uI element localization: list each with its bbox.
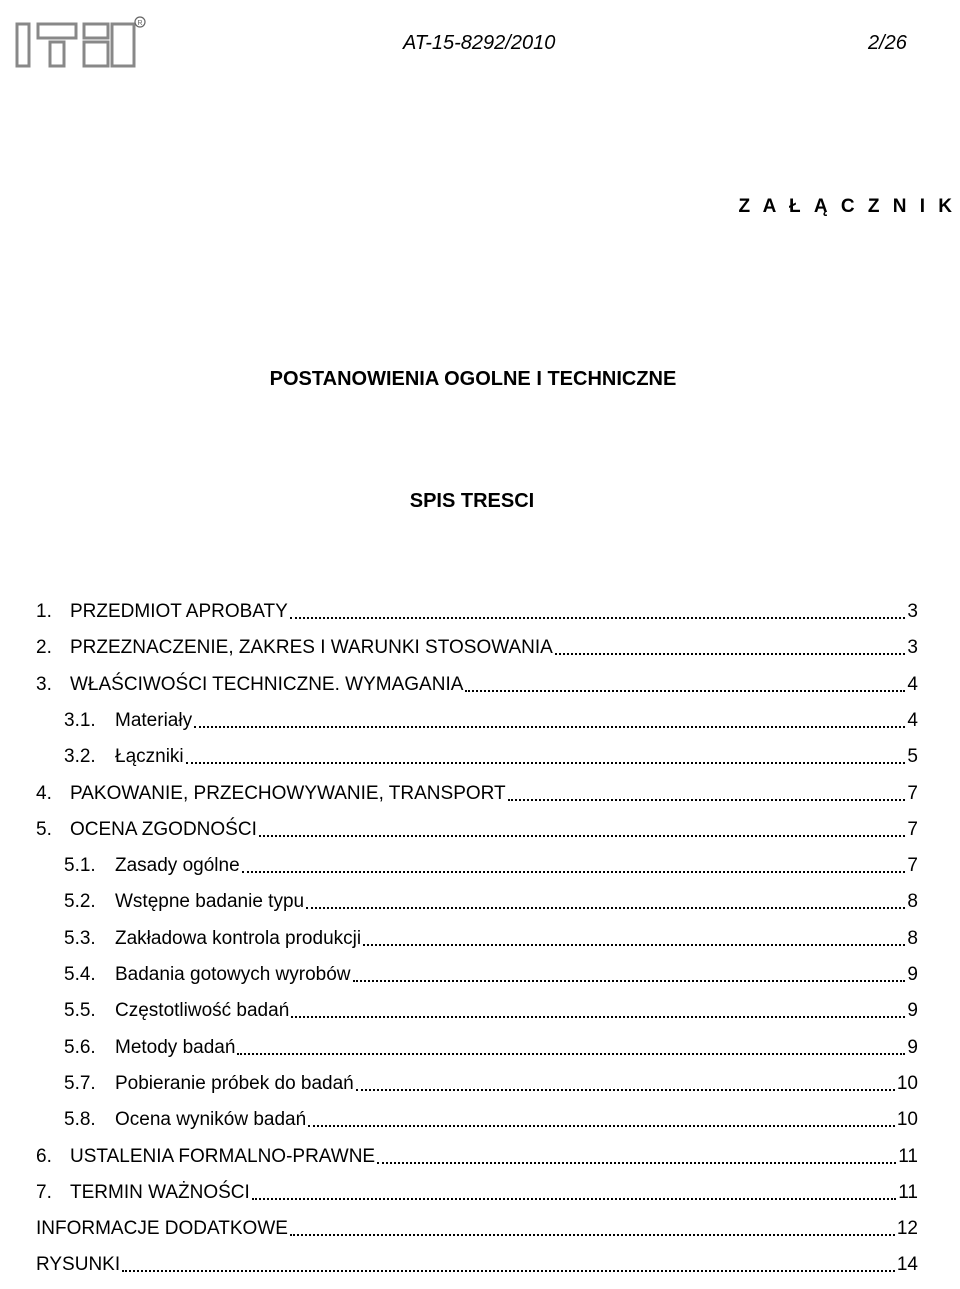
toc-entry[interactable] xyxy=(64,887,918,917)
toc-entry-label: Badania gotowych wyrobów xyxy=(115,964,351,985)
toc-entry[interactable] xyxy=(36,1214,918,1244)
toc-entry-number: 2. xyxy=(36,637,52,659)
main-title: POSTANOWIENIA OGOLNE I TECHNICZNE xyxy=(269,368,677,390)
toc-entry[interactable] xyxy=(36,779,918,809)
toc-entry-number: 5.5. xyxy=(64,1000,96,1022)
toc-entry[interactable] xyxy=(36,633,918,663)
toc-entry-number: 3. xyxy=(36,673,52,695)
toc-dot-leader xyxy=(186,762,906,764)
toc-dot-leader xyxy=(363,944,905,946)
toc-entry-page: 9 xyxy=(907,1036,918,1058)
toc-entry-label: Pobieranie próbek do badań xyxy=(115,1072,354,1094)
toc-entry[interactable] xyxy=(36,1250,918,1280)
toc-entry-label: PRZEDMIOT APROBATY xyxy=(70,601,288,622)
toc-entry-number: 7. xyxy=(36,1181,52,1203)
toc-entry-page: 14 xyxy=(896,1254,918,1276)
toc-dot-leader xyxy=(308,1125,895,1127)
toc-dot-leader xyxy=(259,835,906,837)
toc-entry-number: 1. xyxy=(36,601,52,622)
toc-entry[interactable] xyxy=(64,1033,918,1063)
toc-entry[interactable] xyxy=(64,996,918,1026)
toc-dot-leader xyxy=(306,907,905,909)
toc-entry-page: 7 xyxy=(907,855,918,877)
toc-entry-page: 4 xyxy=(907,709,918,731)
annex-label: Z A Ł Ą C Z N I K xyxy=(738,196,956,217)
toc-entry[interactable] xyxy=(36,597,918,627)
toc-entry-number: 3.1. xyxy=(64,709,96,731)
toc-entry[interactable] xyxy=(64,742,918,772)
toc-entry-number: 5.4. xyxy=(64,964,96,985)
toc-entry-page: 4 xyxy=(907,673,918,695)
toc-entry-page: 10 xyxy=(896,1109,918,1131)
toc-entry-number: 6. xyxy=(36,1145,52,1167)
toc-dot-leader xyxy=(555,653,906,655)
toc-entry-page: 11 xyxy=(898,1181,918,1203)
toc-entry[interactable] xyxy=(64,706,918,736)
toc-dot-leader xyxy=(194,726,905,728)
itb-logo-icon xyxy=(14,14,146,70)
toc-entry-label: Materiały xyxy=(115,709,193,731)
toc-entry[interactable] xyxy=(64,1105,918,1135)
toc-dot-leader xyxy=(353,980,906,982)
toc-entry[interactable] xyxy=(36,1142,918,1172)
toc-entry-label: RYSUNKI xyxy=(36,1254,121,1276)
toc-entry-label: TERMIN WAŻNOŚCI xyxy=(70,1181,250,1203)
toc-entry-page: 8 xyxy=(907,927,918,949)
toc-entry-label: PRZEZNACZENIE, ZAKRES I WARUNKI STOSOWANIA xyxy=(70,637,553,659)
toc-title: SPIS TRESCI xyxy=(409,490,535,512)
toc-dot-leader xyxy=(122,1270,895,1272)
toc-entry-number: 5.8. xyxy=(64,1109,96,1131)
toc-dot-leader xyxy=(237,1053,905,1055)
toc-entry-page: 7 xyxy=(907,782,918,804)
toc-entry[interactable] xyxy=(36,670,918,700)
toc-entry-number: 5.6. xyxy=(64,1036,96,1058)
toc-entry-label: Łączniki xyxy=(115,746,184,768)
toc-entry-number: 5. xyxy=(36,818,52,840)
page-number: 2/26 xyxy=(868,32,907,54)
toc-entry-page: 10 xyxy=(896,1072,918,1094)
toc-entry-label: Zakładowa kontrola produkcji xyxy=(115,927,362,949)
document-id: AT-15-8292/2010 xyxy=(403,32,556,54)
page-header xyxy=(0,0,960,80)
toc-dot-leader xyxy=(377,1162,896,1164)
toc-dot-leader xyxy=(508,799,906,801)
svg-text:R: R xyxy=(137,20,143,27)
toc-entry-number: 5.1. xyxy=(64,855,96,877)
toc-dot-leader xyxy=(290,1234,895,1236)
toc-entry-page: 9 xyxy=(907,1000,918,1022)
toc-entry-label: USTALENIA FORMALNO-PRAWNE xyxy=(70,1145,376,1167)
toc-entry-label: PAKOWANIE, PRZECHOWYWANIE, TRANSPORT xyxy=(70,782,506,804)
toc-entry-number: 5.3. xyxy=(64,927,96,949)
toc-entry-page: 11 xyxy=(898,1145,918,1167)
toc-dot-leader xyxy=(465,690,905,692)
toc-dot-leader xyxy=(252,1198,896,1200)
toc-entry-label: Zasady ogólne xyxy=(115,855,240,877)
toc-entry-page: 9 xyxy=(907,964,918,985)
toc-entry-label: Metody badań xyxy=(115,1036,236,1058)
toc-entry-page: 3 xyxy=(907,637,918,659)
toc-entry-number: 5.7. xyxy=(64,1072,96,1094)
toc-entry-page: 8 xyxy=(907,891,918,913)
toc-entry-label: Wstępne badanie typu xyxy=(115,891,305,913)
toc-entry-number: 5.2. xyxy=(64,891,96,913)
toc-entry-page: 3 xyxy=(907,601,918,622)
toc-entry[interactable] xyxy=(36,1178,918,1208)
toc-entry[interactable] xyxy=(64,851,918,881)
toc-dot-leader xyxy=(291,1016,905,1018)
toc-entry-page: 12 xyxy=(896,1218,918,1240)
toc-entry-label: Częstotliwość badań xyxy=(115,1000,290,1022)
toc-entry-page: 7 xyxy=(907,818,918,840)
toc-dot-leader xyxy=(242,871,906,873)
toc-entry-label: OCENA ZGODNOŚCI xyxy=(70,818,257,840)
toc-entry-page: 5 xyxy=(907,746,918,768)
toc-entry[interactable] xyxy=(64,924,918,954)
toc-entry-number: 3.2. xyxy=(64,746,96,768)
toc-entry-label: WŁAŚCIWOŚCI TECHNICZNE. WYMAGANIA xyxy=(70,673,464,695)
toc-dot-leader xyxy=(356,1089,895,1091)
toc-entry-label: Ocena wyników badań xyxy=(115,1109,307,1131)
toc-entry[interactable] xyxy=(64,1069,918,1099)
toc-entry[interactable] xyxy=(36,815,918,845)
toc-entry[interactable] xyxy=(64,960,918,990)
toc-entry-label: INFORMACJE DODATKOWE xyxy=(36,1218,288,1240)
toc-dot-leader xyxy=(290,617,906,619)
toc-entry-number: 4. xyxy=(36,782,52,804)
